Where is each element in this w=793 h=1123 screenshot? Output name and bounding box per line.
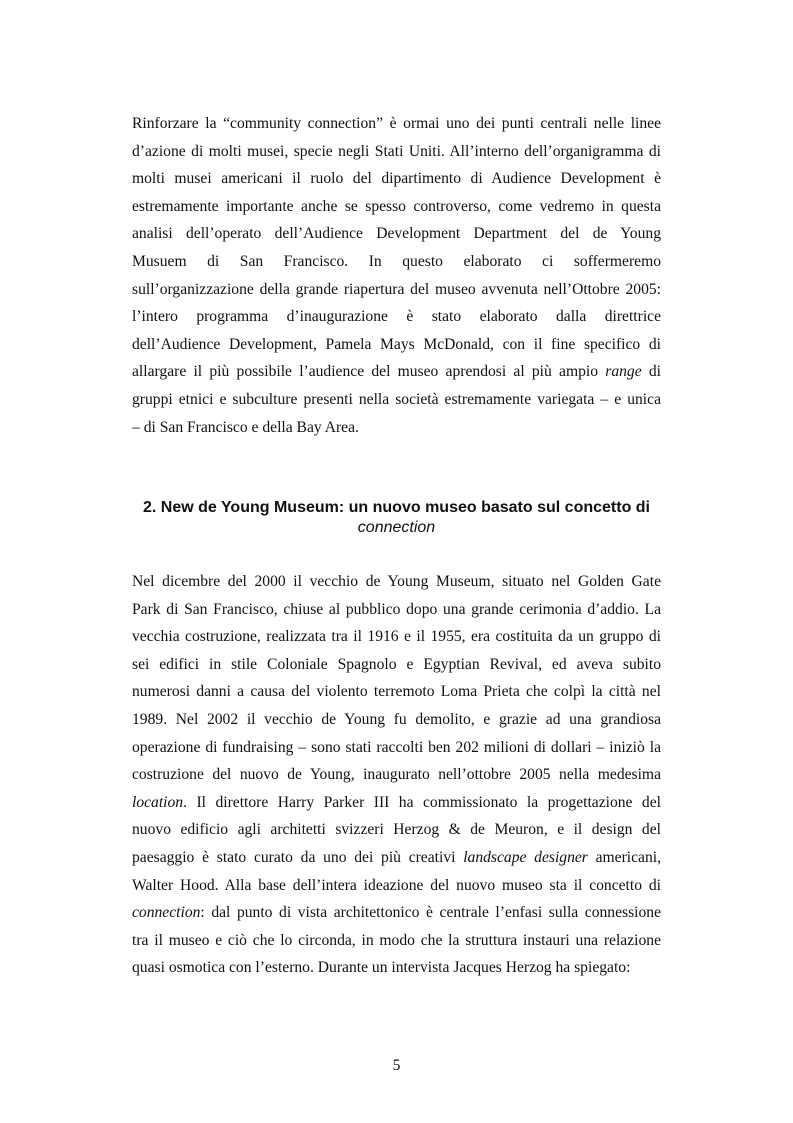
text-line: tra il museo e ciò che lo circonda, in modo che la struttura instauri una relazione: [132, 931, 661, 949]
text-line: Nel dicembre del 2000 il vecchio de Young Museum, situato nel Golden Gate: [132, 573, 661, 590]
text-line: analisi dell’operato dell’Audience Development Department del de Young: [132, 225, 661, 243]
text-segment: allargare il più possibile l’audience del museo aprendosi al più ampio: [132, 363, 606, 381]
section-heading-main: 2. New de Young Museum: un nuovo museo basato sul concetto di: [142, 499, 650, 516]
text-line: d’azione di molti musei, specie negli Stati Uniti. All’interno dell’organigramma di: [132, 142, 661, 160]
text-line: numerosi danni a causa del violento terremoto Loma Prieta che colpì la città nel: [132, 683, 661, 701]
text-line: Rinforzare la “community connection” è ormai uno dei punti centrali nelle linee: [132, 115, 661, 132]
text-line: nuovo edificio agli architetti svizzeri Herzog & de Meuron, e il design del: [132, 821, 661, 839]
text-line: costruzione del nuovo de Young, inaugurato nell’ottobre 2005 nella medesima: [132, 766, 661, 784]
text-line: operazione di fundraising – sono stati raccolti ben 202 milioni di dollari – iniziò la: [132, 738, 661, 756]
paragraph-community-connection: [132, 110, 661, 441]
page-number: 5: [392, 1057, 401, 1074]
section-heading: [132, 498, 661, 538]
text-segment: . Il direttore Harry Parker III ha commissionato la progettazione del: [183, 793, 661, 811]
text-line: estremamente importante anche se spesso controverso, come vedremo in questa: [132, 197, 661, 215]
text-segment: di: [641, 363, 661, 381]
text-line: Park di San Francisco, chiuse al pubblico dopo una grande cerimonia d’addio. La: [132, 600, 661, 618]
text-line: – di San Francisco e della Bay Area.: [132, 418, 359, 436]
italic-term-range: range: [605, 363, 642, 381]
text-line: molti musei americani il ruolo del dipartimento di Audience Development è: [132, 170, 661, 188]
text-segment: paesaggio è stato curato da uno dei più creativi: [132, 848, 464, 866]
paragraph-de-young-history: [132, 568, 661, 982]
text-segment: : dal punto di vista architettonico è centrale l’enfasi sulla connessione: [200, 904, 661, 922]
italic-term-landscape-designer: landscape designer: [463, 848, 588, 866]
text-line: [132, 789, 661, 817]
text-line: [132, 358, 661, 386]
text-line: [132, 844, 661, 872]
text-line: 1989. Nel 2002 il vecchio de Young fu demolito, e grazie ad una grandiosa: [132, 710, 661, 728]
text-line: quasi osmotica con l’esterno. Durante un intervista Jacques Herzog ha spiegato:: [132, 959, 631, 977]
text-line: Walter Hood. Alla base dell’intera ideazione del nuovo museo sta il concetto di: [132, 876, 661, 894]
text-line: l’intero programma d’inaugurazione è stato elaborato dalla direttrice: [132, 308, 661, 326]
text-line: sei edifici in stile Coloniale Spagnolo e Egyptian Revival, ed aveva subito: [132, 655, 661, 673]
text-line: sull’organizzazione della grande riapertura del museo avvenuta nell’Ottobre 2005:: [132, 280, 661, 298]
text-line: Musuem di San Francisco. In questo elaborato ci soffermeremo: [132, 252, 661, 270]
text-line: dell’Audience Development, Pamela Mays McDonald, con il fine specifico di: [132, 335, 661, 353]
section-heading-italic: connection: [357, 519, 436, 536]
text-segment: americani,: [587, 848, 661, 866]
italic-term-location: location: [132, 793, 184, 811]
italic-term-connection: connection: [132, 904, 201, 922]
text-line: vecchia costruzione, realizzata tra il 1916 e il 1955, era costituita da un gruppo di: [132, 628, 661, 646]
text-line: gruppi etnici e subculture presenti nella società estremamente variegata – e unica: [132, 390, 661, 408]
text-line: [132, 899, 661, 927]
